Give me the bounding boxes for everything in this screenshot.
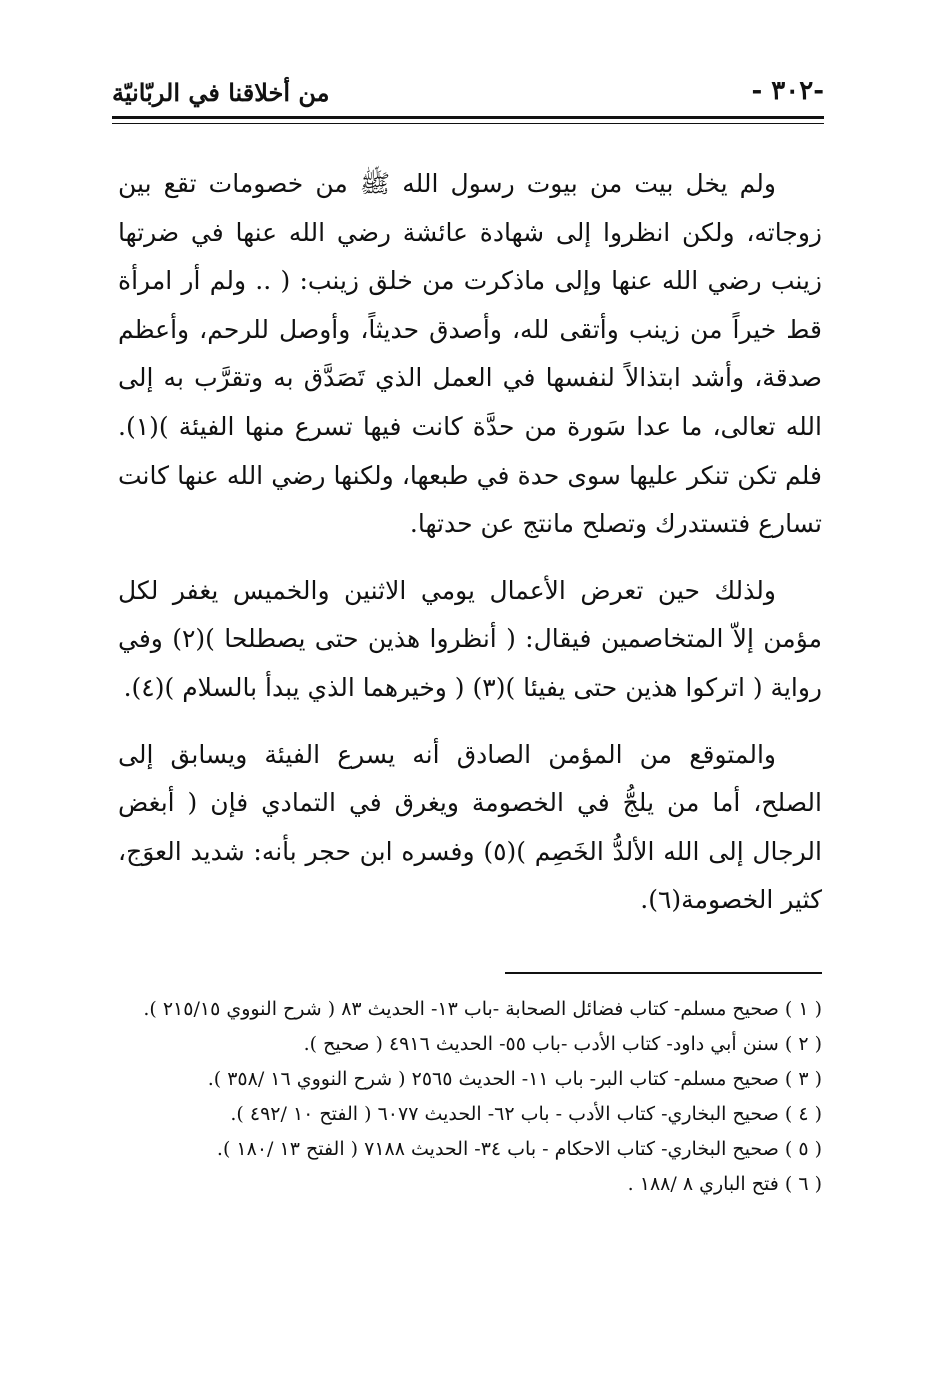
page-number: -٣٠٢ - (751, 76, 824, 106)
header-rule-thin (112, 123, 824, 124)
page-header (112, 76, 824, 110)
main-text (118, 160, 822, 925)
footnote-6: ( ٦ ) فتح الباري ٨ /١٨٨ . (627, 1173, 822, 1195)
paragraph-2: ولذلك حين تعرض الأعمال يومي الاثنين والخميس يغفر لكل مؤمن إلاّ المتخاصمين فيقال: ( أنظروا هذين حتى يصطلحا )(٢) وفي رواية ( اتركوا هذين حتى يفيئا )(٣) ( وخيرهما الذي يبدأ بالسلام )(٤). (118, 575, 822, 702)
running-title: من أخلاقنا في الربّانيّة (112, 78, 330, 107)
footnotes (118, 992, 822, 1202)
footnote-4: ( ٤ ) صحيح البخاري- كتاب الأدب - باب ٦٢- الحديث ٦٠٧٧ ( الفتح ١٠ /٤٩٢ ). (230, 1103, 822, 1125)
header-rule-thick (112, 116, 824, 119)
footnote-1: ( ١ ) صحيح مسلم- كتاب فضائل الصحابة -باب ١٣- الحديث ٨٣ ( شرح النووي ٢١٥/١٥ ). (143, 998, 822, 1020)
footnote-2: ( ٢ ) سنن أبي داود- كتاب الأدب -باب ٥٥- الحديث ٤٩١٦ ( صحيح ). (303, 1033, 822, 1055)
paragraph-1: ولم يخل بيت من بيوت رسول الله ﷺ من خصومات تقع بين زوجاته، ولكن انظروا إلى شهادة عائشة رضي الله عنها في ضرتها زينب رضي الله عنها وإلى ماذكرت من خلق زينب: ( .. ولم أر امرأة قط خيراً من زينب وأتقى لله، وأصدق حديثاً، وأوصل للرحم، وأعظم صدقة، وأشد ابتذالاً لنفسها في العمل الذي تَصَدَّق به وتقرَّب به إلى الله تعالى، ما عدا سَورة من حدَّة كانت فيها تسرع منها الفيئة )(١). فلم تكن تنكر عليها سوى حدة في طبعها، ولكنها رضي الله عنها كانت تسارع فتستدرك وتصلح مانتج عن حدتها. (118, 169, 822, 539)
footnote-3: ( ٣ ) صحيح مسلم- كتاب البر- باب ١١- الحديث ٢٥٦٥ ( شرح النووي ١٦ /٣٥٨ ). (207, 1068, 822, 1090)
footnote-separator (505, 972, 822, 974)
footnote-5: ( ٥ ) صحيح البخاري- كتاب الاحكام - باب ٣٤- الحديث ٧١٨٨ ( الفتح ١٣ /١٨٠ ). (216, 1138, 822, 1160)
paragraph-3: والمتوقع من المؤمن الصادق أنه يسرع الفيئة ويسابق إلى الصلح، أما من يلجُّ في الخصومة ويغرق في التمادي فإن ( أبغض الرجال إلى الله الألدُّ الخَصِم )(٥) وفسره ابن حجر بأنه: شديد العوَج، كثير الخصومة(٦). (118, 739, 822, 915)
